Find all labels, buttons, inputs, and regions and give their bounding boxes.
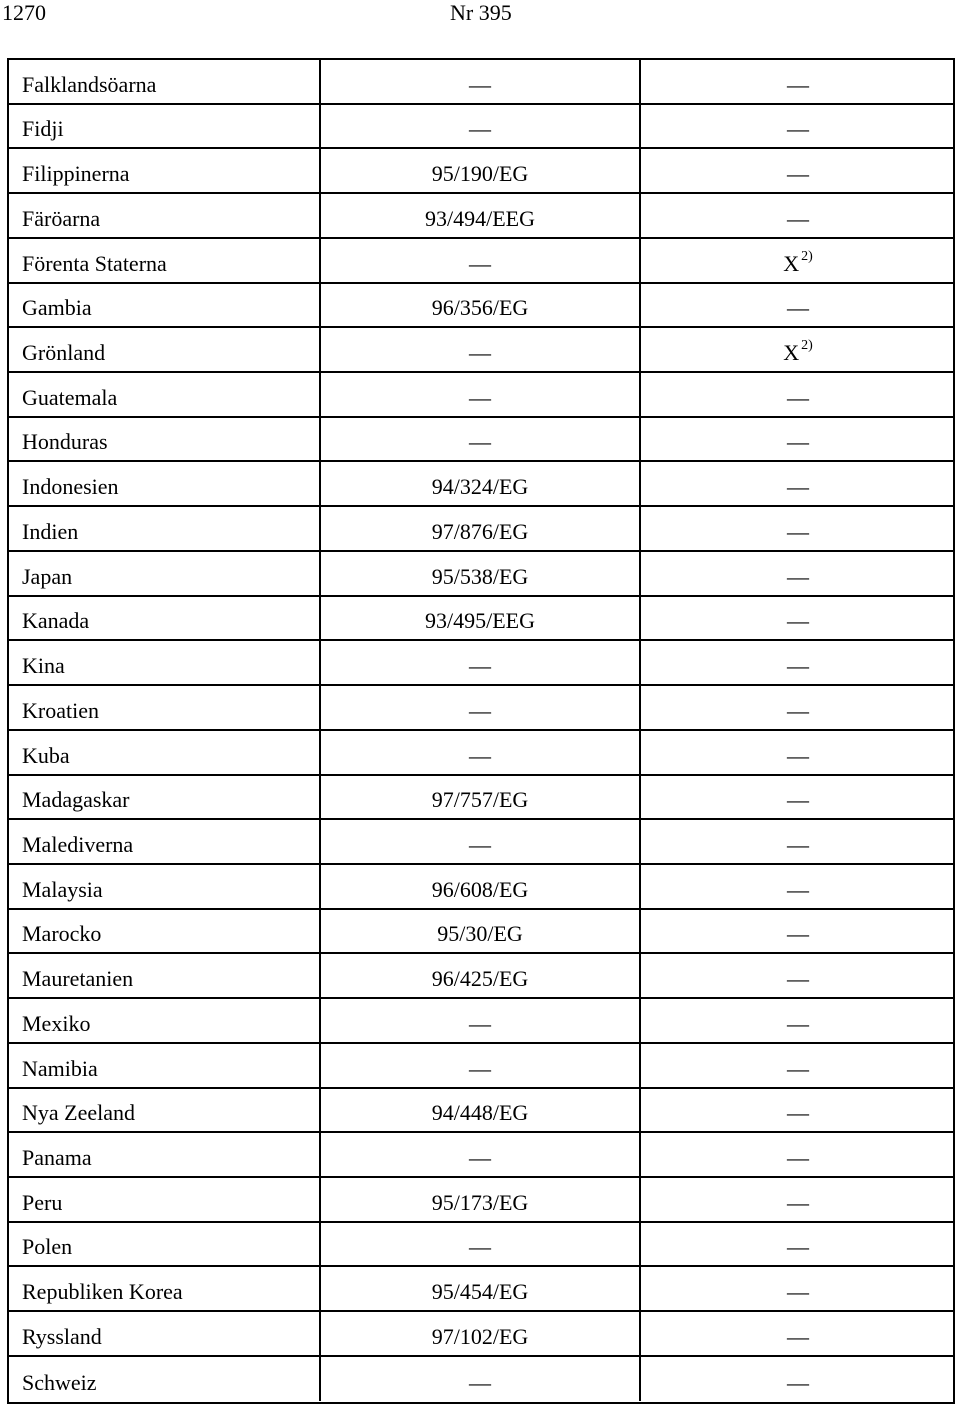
table-row <box>7 775 955 820</box>
decision-cell: 96/356/EG <box>320 283 640 328</box>
remark-text: — <box>787 474 809 500</box>
table-row <box>7 909 955 954</box>
country-cell: Malaysia <box>7 864 320 909</box>
page-header <box>0 0 960 30</box>
remark-text: — <box>787 1010 809 1036</box>
remark-text: — <box>787 966 809 992</box>
remark-cell <box>640 998 955 1043</box>
decision-cell: 93/494/EEG <box>320 193 640 238</box>
remark-text: — <box>787 876 809 902</box>
table-row <box>7 551 955 596</box>
decision-cell: 94/448/EG <box>320 1088 640 1133</box>
remark-cell <box>640 864 955 909</box>
remark-text: — <box>787 653 809 679</box>
remark-text: — <box>787 1100 809 1126</box>
decision-cell: — <box>320 1132 640 1177</box>
remark-text: — <box>787 1189 809 1215</box>
table-row <box>7 283 955 328</box>
country-cell: Marocko <box>7 909 320 954</box>
table-row <box>7 461 955 506</box>
remark-cell <box>640 1356 955 1401</box>
remark-text: — <box>787 384 809 410</box>
decision-cell: 96/425/EG <box>320 953 640 998</box>
table-row <box>7 1088 955 1133</box>
country-cell: Panama <box>7 1132 320 1177</box>
table-row <box>7 730 955 775</box>
remark-cell <box>640 1311 955 1356</box>
table-row <box>7 59 955 104</box>
country-cell: Kina <box>7 640 320 685</box>
table-row <box>7 1266 955 1311</box>
remark-text: — <box>787 161 809 187</box>
remark-cell <box>640 775 955 820</box>
table-row <box>7 640 955 685</box>
decision-cell: 97/757/EG <box>320 775 640 820</box>
table-row <box>7 819 955 864</box>
remark-cell <box>640 953 955 998</box>
table-row <box>7 1043 955 1088</box>
decision-cell: — <box>320 819 640 864</box>
decision-cell: 97/102/EG <box>320 1311 640 1356</box>
country-cell: Kroatien <box>7 685 320 730</box>
remark-cell <box>640 1177 955 1222</box>
remark-cell <box>640 551 955 596</box>
decision-cell: — <box>320 998 640 1043</box>
table-row <box>7 327 955 372</box>
table-row <box>7 864 955 909</box>
remark-text: — <box>787 563 809 589</box>
remark-cell <box>640 104 955 149</box>
decision-cell: 93/495/EEG <box>320 596 640 641</box>
country-cell: Filippinerna <box>7 148 320 193</box>
remark-cell <box>640 461 955 506</box>
country-cell: Nya Zeeland <box>7 1088 320 1133</box>
decision-cell: 95/190/EG <box>320 148 640 193</box>
remark-text: — <box>787 429 809 455</box>
table-row <box>7 596 955 641</box>
remark-cell <box>640 59 955 104</box>
remark-text: — <box>787 1055 809 1081</box>
country-cell: Förenta Staterna <box>7 238 320 283</box>
remark-text: — <box>787 921 809 947</box>
remark-cell <box>640 819 955 864</box>
remark-text: — <box>787 518 809 544</box>
country-cell: Guatemala <box>7 372 320 417</box>
remark-cell <box>640 640 955 685</box>
table-row <box>7 998 955 1043</box>
table-row <box>7 1222 955 1267</box>
table-row <box>7 148 955 193</box>
page-number: 1270 <box>2 0 46 25</box>
remark-cell <box>640 506 955 551</box>
table-row <box>7 417 955 462</box>
country-cell: Mauretanien <box>7 953 320 998</box>
remark-cell <box>640 909 955 954</box>
remark-text: — <box>787 1144 809 1170</box>
country-cell: Japan <box>7 551 320 596</box>
remark-text: — <box>787 205 809 231</box>
decision-cell: — <box>320 640 640 685</box>
remark-cell <box>640 148 955 193</box>
decision-cell: — <box>320 238 640 283</box>
remark-cell <box>640 238 955 283</box>
remark-cell <box>640 730 955 775</box>
table-row <box>7 506 955 551</box>
table-row <box>7 1311 955 1356</box>
remark-cell <box>640 417 955 462</box>
country-cell: Polen <box>7 1222 320 1267</box>
remark-text: — <box>787 116 809 142</box>
decision-cell: — <box>320 730 640 775</box>
remark-text: — <box>787 742 809 768</box>
decision-cell: 95/538/EG <box>320 551 640 596</box>
decision-cell: — <box>320 1043 640 1088</box>
country-cell: Honduras <box>7 417 320 462</box>
country-cell: Mexiko <box>7 998 320 1043</box>
remark-cell <box>640 596 955 641</box>
remark-text: — <box>787 1234 809 1260</box>
decision-cell: — <box>320 372 640 417</box>
table-row <box>7 953 955 998</box>
remark-cell <box>640 372 955 417</box>
remark-text: — <box>787 1323 809 1349</box>
table-row <box>7 372 955 417</box>
country-cell: Gambia <box>7 283 320 328</box>
remark-text: — <box>787 697 809 723</box>
country-cell: Kuba <box>7 730 320 775</box>
remark-text: X <box>783 340 800 366</box>
remark-cell <box>640 193 955 238</box>
table-row <box>7 193 955 238</box>
country-cell: Ryssland <box>7 1311 320 1356</box>
table-row <box>7 104 955 149</box>
remark-cell <box>640 1043 955 1088</box>
remark-text: — <box>787 1369 809 1395</box>
decision-cell: 96/608/EG <box>320 864 640 909</box>
remark-cell <box>640 1132 955 1177</box>
country-cell: Fidji <box>7 104 320 149</box>
decision-cell: 95/30/EG <box>320 909 640 954</box>
country-cell: Falklandsöarna <box>7 59 320 104</box>
remark-cell <box>640 327 955 372</box>
remark-cell <box>640 685 955 730</box>
remark-cell <box>640 1222 955 1267</box>
decision-cell: 95/454/EG <box>320 1266 640 1311</box>
remark-text: X <box>783 250 800 276</box>
decision-cell: 94/324/EG <box>320 461 640 506</box>
table-row <box>7 238 955 283</box>
table-row <box>7 1356 955 1401</box>
decision-cell: — <box>320 685 640 730</box>
table-body <box>7 59 955 1401</box>
decision-cell: — <box>320 1356 640 1401</box>
remark-cell <box>640 1266 955 1311</box>
table-row <box>7 1177 955 1222</box>
decision-cell: 95/173/EG <box>320 1177 640 1222</box>
country-cell: Indonesien <box>7 461 320 506</box>
country-cell: Kanada <box>7 596 320 641</box>
decision-cell: — <box>320 59 640 104</box>
remark-text: — <box>787 787 809 813</box>
country-cell: Peru <box>7 1177 320 1222</box>
table-row <box>7 685 955 730</box>
country-cell: Grönland <box>7 327 320 372</box>
country-cell: Malediverna <box>7 819 320 864</box>
decision-cell: — <box>320 104 640 149</box>
remark-text: — <box>787 831 809 857</box>
country-cell: Madagaskar <box>7 775 320 820</box>
country-cell: Indien <box>7 506 320 551</box>
remark-cell <box>640 283 955 328</box>
decision-cell: — <box>320 327 640 372</box>
remark-cell <box>640 1088 955 1133</box>
remark-text: — <box>787 1279 809 1305</box>
decision-cell: — <box>320 417 640 462</box>
remark-text: — <box>787 71 809 97</box>
table-row <box>7 1132 955 1177</box>
footnote-reference: 2) <box>801 338 813 354</box>
country-cell: Namibia <box>7 1043 320 1088</box>
country-cell: Schweiz <box>7 1356 320 1401</box>
country-cell: Republiken Korea <box>7 1266 320 1311</box>
country-table <box>7 59 955 1401</box>
remark-text: — <box>787 608 809 634</box>
decision-cell: — <box>320 1222 640 1267</box>
footnote-reference: 2) <box>801 248 813 264</box>
decision-cell: 97/876/EG <box>320 506 640 551</box>
remark-text: — <box>787 295 809 321</box>
document-number: Nr 395 <box>450 0 512 25</box>
country-cell: Färöarna <box>7 193 320 238</box>
